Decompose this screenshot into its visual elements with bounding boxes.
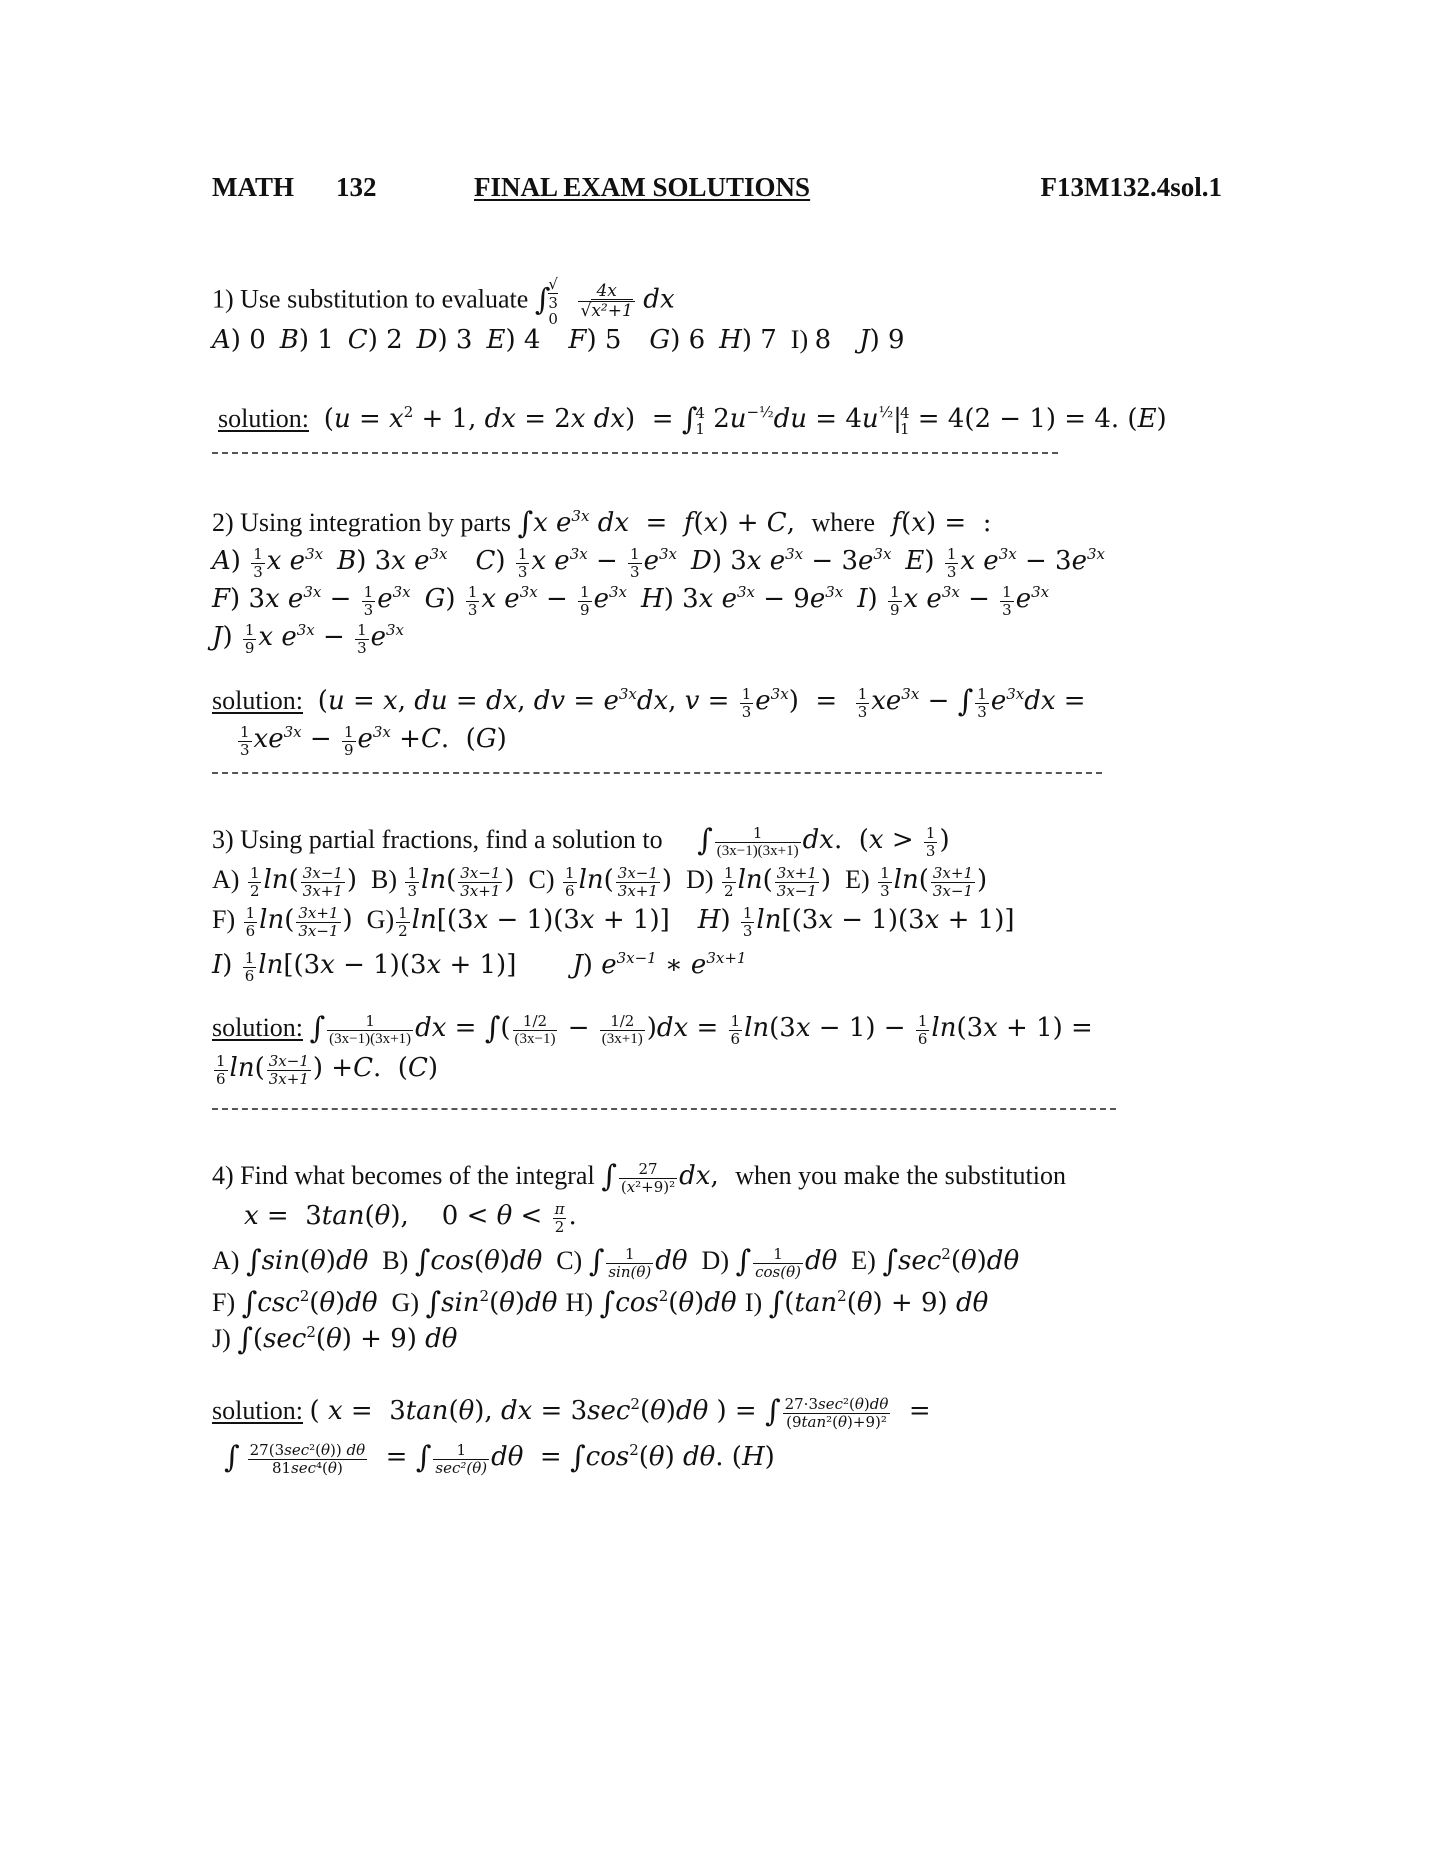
course-name: MATH — [212, 172, 294, 202]
q3-solution-label: solution: — [212, 1013, 304, 1042]
q1-choices: A) 0 B) 1 C) 2 D) 3 E) 4 F) 5 G) 6 H) 7 I) 8 J) 9 — [212, 325, 905, 355]
q4-prompt-line: 4) Find what becomes of the integral ∫ $\frac{27}{\text{(x²+9)²}}$ dx, when you make the substitution — [212, 1159, 1067, 1196]
q3-prompt-line: 3) Using partial fractions, find a solution to ∫ $\frac{1}{(3x-1)(3x+1)}$ dx. (x > $\frac{1}{3}$ ) — [212, 823, 950, 860]
q2-choices-row1: A) $\frac{1}{3}$ x $e^{3x}$ B) 3x $e^{3x}$ C) $\frac{1}{3}$ x $e^{3x}$ − $\frac{1}{3}$ $e^{3x}$ D) 3x $e^{3x} - 3e^{3x}$ E) $\frac{1}{3}$ x $e^{3x} - 3e^{3x}$ — [212, 544, 1105, 581]
q2-solution-line2: $\frac{1}{3}$ $xe^{3x}$ − $\frac{1}{9}$ $e^{3x} +C$. (G) — [240, 722, 507, 759]
q1-solution-label: solution: — [218, 404, 310, 433]
separator-rule — [212, 1108, 1116, 1110]
q4-choices-row1: A) ∫sin(θ)dθ B) ∫cos(θ)dθ C) ∫ $\frac{1}{\sin(\theta)}$ dθ D) ∫ $\frac{1}{\cos(\theta)}$ dθ E) $\int\sec^2(\theta)d\theta$ — [212, 1244, 1020, 1281]
q3-solution-line2: $\frac{1}{6}$ ln( $\frac{3x-1}{3x+1}$ ) +C. (C) — [216, 1051, 438, 1088]
q2-choices-row3: J) $\frac{1}{9}$ x $e^{3x}$ − $\frac{1}{3}$ $e^{3x}$ — [212, 620, 405, 657]
q3-choices-row3: I) $\frac{1}{6}$ ln[(3x − 1)(3x + 1)] J) $e^{3x-1}$ ∗ $e^{3x+1}$ — [212, 948, 747, 985]
q4-solution-line2: ∫ $\frac{\text{27(3sec²(θ)) dθ}}{\text{81sec⁴(θ)}}$ = ∫ $\frac{1}{\text{sec²(θ)}}$ $d\theta = \int\cos^2(\theta)$ dθ. (H) — [224, 1440, 775, 1477]
q2-solution-label: solution: — [212, 686, 304, 715]
q4-solution-line1: solution: ( x = 3tan(θ), dx = $3\sec^2(\theta)d\theta$ ) = ∫ $\frac{\text{27·3sec²(θ)dθ}}{\text{(9tan²(θ)+9)²}}$ = — [212, 1394, 931, 1431]
separator-rule — [212, 772, 1102, 774]
q1-solution: solution: ($u = x^2 + 1$, dx = 2x dx) = ∫ 4 1 $2u^{-\frac{1}{2}}du = 4u^{\frac{1}{2}}|$ 4 1 = 4(2 − 1) = 4. (E) — [218, 402, 1167, 439]
q2-choices-row2: F) 3x $e^{3x}$ − $\frac{1}{3}$ $e^{3x}$ G) $\frac{1}{3}$ x $e^{3x}$ − $\frac{1}{9}$ $e^{3x}$ H) 3x $e^{3x} - 9e^{3x}$ I) $\frac{1}{9}$ x $e^{3x}$ − $\frac{1}{3}$ $e^{3x}$ — [212, 582, 1050, 619]
q2-prompt-line: 2) Using integration by parts ∫x $e^{3x}$ dx = f(x) + C, where f(x) = : — [212, 506, 992, 541]
q3-solution-line1: solution: ∫ $\frac{1}{(3x-1)(3x+1)}$ dx = ∫( $\frac{1/2}{(3x-1)}$ − $\frac{1/2}{(3x+1)}$ )dx = $\frac{1}{6}$ ln(3x − 1) − $\frac{1}{6}$ ln(3x + 1) = — [212, 1011, 1093, 1048]
q4-substitution: x = 3tan(θ), 0 < θ < $\frac{\pi}{2}$ . — [244, 1199, 577, 1236]
q3-prompt: 3) Using partial fractions, find a solution to — [212, 825, 663, 854]
q3-choices-row1: A) $\frac{1}{2}$ ln( $\frac{3x-1}{3x+1}$ ) B) $\frac{1}{3}$ ln( $\frac{3x-1}{3x+1}$ ) C) $\frac{1}{6}$ ln( $\frac{3x-1}{3x+1}$ ) D) $\frac{1}{2}$ ln( $\frac{3x+1}{3x-1}$ ) E) $\frac{1}{3}$ ln( $\frac{3x+1}{3x-1}$ ) — [212, 863, 988, 900]
document-id: F13M132.4sol.1 — [1040, 172, 1222, 202]
q4-solution-label: solution: — [212, 1396, 304, 1425]
q2-where: where — [811, 508, 875, 537]
q4-choices-row3: J) $\int(\sec^2(\theta) + 9)$ dθ — [212, 1322, 458, 1357]
q2-prompt: 2) Using integration by parts — [212, 508, 511, 537]
q4-prompt: 4) Find what becomes of the integral — [212, 1161, 595, 1190]
q4-choices-row2: F) $\int\csc^2(\theta)d\theta$ G) $\int\sin^2(\theta)d\theta$ H) $\int\cos^2(\theta)d\theta$ I) $\int(\tan^2(\theta) + 9)$ dθ — [212, 1286, 989, 1321]
document-title: FINAL EXAM SOLUTIONS — [474, 172, 811, 202]
course-number: 132 — [336, 172, 377, 202]
q3-choices-row2: F) $\frac{1}{6}$ ln( $\frac{3x+1}{3x-1}$ ) G) $\frac{1}{2}$ ln[(3x − 1)(3x + 1)] H) $\frac{1}{3}$ ln[(3x − 1)(3x + 1)] — [212, 903, 1015, 940]
q2-solution-line1: solution: (u = x, du = dx, dv = $e^{3x}dx$, v = $\frac{1}{3}$ $e^{3x}$) = $\frac{1}{3}$ $xe^{3x}$ − ∫ $\frac{1}{3}$ $e^{3x}dx$ = — [212, 684, 1086, 721]
separator-rule — [212, 452, 1058, 454]
q1-prompt: 1) Use substitution to evaluate — [212, 284, 529, 314]
q1-prompt-line: 1) Use substitution to evaluate ∫ √ 3 0 $\frac{4x}{\text{√x²+1}}$ dx — [212, 275, 675, 328]
page-header — [212, 172, 1222, 208]
q4-prompt-cont: when you make the substitution — [735, 1161, 1067, 1190]
